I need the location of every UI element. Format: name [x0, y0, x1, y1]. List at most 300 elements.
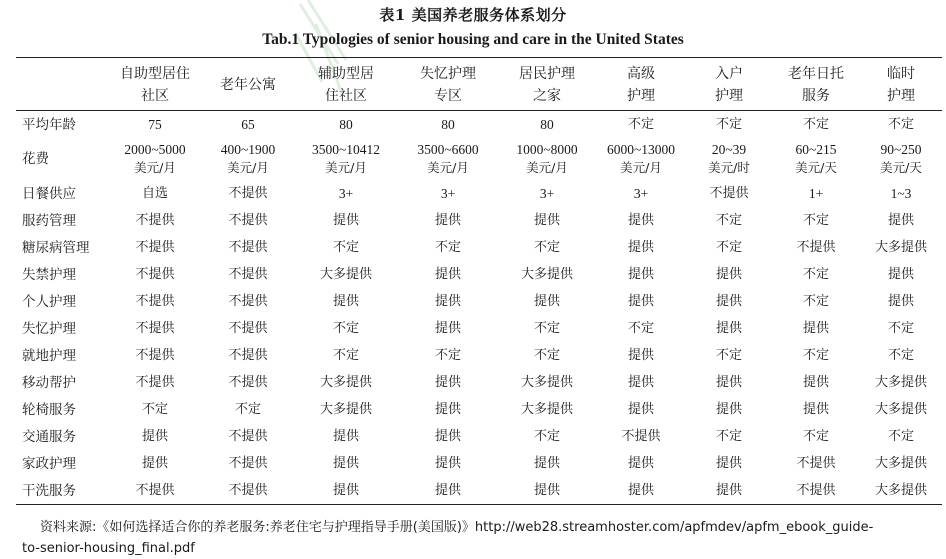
row-label: 日餐供应	[22, 185, 76, 202]
table-cell	[398, 342, 498, 369]
cell-line: 提供	[627, 455, 654, 471]
table-cell	[202, 342, 294, 369]
table-cell	[686, 288, 772, 315]
cell-line: 提供	[434, 374, 461, 390]
cell-line: 不定	[533, 428, 560, 444]
cell-line: 不提供	[228, 266, 268, 282]
table-row	[16, 450, 942, 477]
cell-line: 大多提供	[319, 374, 372, 390]
column-header	[108, 58, 202, 111]
row-label: 糖尿病管理	[22, 239, 90, 256]
table-cell	[686, 342, 772, 369]
table-cell	[860, 180, 942, 207]
table-cell	[108, 396, 202, 423]
cell-line: 不定	[627, 320, 654, 336]
cell-line: 大多提供	[874, 455, 927, 471]
table-cell	[202, 111, 294, 139]
table-cell	[294, 315, 398, 342]
cell-line: 75	[148, 116, 162, 132]
table-cell	[202, 315, 294, 342]
cell-line: 提供	[434, 482, 461, 498]
cell-line: 不提供	[228, 347, 268, 363]
column-header-line: 失忆护理	[420, 66, 476, 82]
cell-line: 提供	[802, 320, 829, 336]
table-cell	[686, 234, 772, 261]
column-header	[860, 58, 942, 111]
cell-line: 提供	[141, 455, 168, 471]
cell-line: 提供	[434, 212, 461, 228]
cell-line: 提供	[332, 428, 359, 444]
table-cell	[202, 288, 294, 315]
table-cell	[860, 207, 942, 234]
table-cell	[596, 315, 686, 342]
column-header-line: 老年日托	[788, 66, 844, 82]
table-cell	[772, 477, 860, 505]
cell-line: 提供	[715, 266, 742, 282]
row-label: 服药管理	[22, 212, 76, 229]
table-cell	[294, 288, 398, 315]
cell-line: 不提供	[135, 266, 175, 282]
cell-line: 不定	[802, 428, 829, 444]
cell-line: 提供	[533, 212, 560, 228]
table-cell	[772, 315, 860, 342]
cell-line: 提供	[627, 401, 654, 417]
column-header-line: 辅助型居	[318, 66, 374, 82]
table-cell	[294, 396, 398, 423]
table-cell	[498, 138, 596, 180]
cell-line: 提供	[715, 374, 742, 390]
cell-line: 不提供	[135, 320, 175, 336]
table-cell	[772, 207, 860, 234]
table-caption-english: Tab.1 Typologies of senior housing and care in the United States	[262, 31, 684, 48]
table-cell	[294, 138, 398, 180]
table-row	[16, 180, 942, 207]
cell-line: 提供	[332, 293, 359, 309]
cell-line: 不提供	[135, 482, 175, 498]
cell-line: 1+	[808, 185, 824, 201]
cell-line: 3500~10412	[311, 142, 381, 157]
table-cell	[772, 369, 860, 396]
cell-line: 提供	[434, 428, 461, 444]
cell-line: 提供	[715, 293, 742, 309]
table-cell	[398, 477, 498, 505]
table-cell	[860, 369, 942, 396]
cell-line: 不定	[332, 239, 359, 255]
table-cell	[294, 111, 398, 139]
cell-line: 提供	[533, 293, 560, 309]
table-row	[16, 477, 942, 505]
cell-line: 提供	[627, 212, 654, 228]
cell-line: 不定	[802, 293, 829, 309]
cell-line: 大多提供	[319, 266, 372, 282]
table-cell	[596, 138, 686, 180]
cell-line: 提供	[434, 401, 461, 417]
table-cell	[202, 396, 294, 423]
cell-line: 提供	[533, 482, 560, 498]
table-cell	[596, 450, 686, 477]
column-header-line: 高级	[627, 66, 655, 82]
cell-line: 不定	[715, 212, 742, 228]
table-cell	[108, 477, 202, 505]
table-cell	[860, 450, 942, 477]
table-cell	[398, 369, 498, 396]
table-cell	[108, 234, 202, 261]
cell-line: 不提供	[796, 455, 836, 471]
cell-line: 不定	[887, 347, 914, 363]
cell-line: 不提供	[228, 293, 268, 309]
cell-line: 20~39	[711, 142, 747, 157]
column-header	[294, 58, 398, 111]
cell-line: 不提供	[135, 374, 175, 390]
table-cell	[498, 261, 596, 288]
row-label: 移动帮护	[22, 374, 76, 391]
table-cell	[686, 423, 772, 450]
table-row	[16, 315, 942, 342]
cell-line: 提供	[715, 482, 742, 498]
table-cell	[596, 207, 686, 234]
table-cell	[596, 288, 686, 315]
cell-line: 65	[241, 116, 255, 132]
cell-line: 不定	[715, 239, 742, 255]
table-cell	[860, 138, 942, 180]
senior-care-table-container	[16, 57, 942, 505]
cell-line: 提供	[627, 239, 654, 255]
cell-line: 90~250	[880, 142, 922, 157]
table-cell	[596, 111, 686, 139]
table-cell	[596, 234, 686, 261]
cell-line: 提供	[887, 266, 914, 282]
cell-line: 不提供	[228, 374, 268, 390]
cell-line: 3500~6600	[417, 142, 479, 157]
column-header-line: 护理	[627, 88, 655, 104]
table-cell	[596, 423, 686, 450]
row-label: 失忆护理	[22, 320, 76, 337]
source-line-1: 资料来源:《如何选择适合你的养老服务:养老住宅与护理指导手册(美国版)》http://web28.streamhoster.com/apfmdev/apfm_ebook_guide-	[40, 520, 874, 535]
table-cell	[398, 315, 498, 342]
cell-line: 不定	[533, 239, 560, 255]
cell-line: 美元/月	[325, 160, 367, 175]
cell-line: 不定	[715, 347, 742, 363]
cell-line: 不定	[533, 320, 560, 336]
column-header-line: 之家	[533, 88, 561, 104]
column-header-line: 护理	[715, 88, 743, 104]
row-label: 轮椅服务	[22, 401, 76, 418]
table-cell	[202, 477, 294, 505]
cell-line: 不定	[533, 347, 560, 363]
column-header	[596, 58, 686, 111]
table-cell	[294, 423, 398, 450]
cell-line: 不提供	[135, 239, 175, 255]
cell-line: 不提供	[135, 212, 175, 228]
table-cell	[686, 396, 772, 423]
table-cell	[398, 234, 498, 261]
table-row	[16, 234, 942, 261]
cell-line: 80	[339, 116, 353, 132]
table-cell	[294, 234, 398, 261]
cell-line: 不定	[141, 401, 168, 417]
table-cell	[686, 138, 772, 180]
column-header-line: 自助型居住	[120, 66, 190, 82]
cell-line: 提供	[332, 482, 359, 498]
source-line-2: to-senior-housing_final.pdf	[22, 541, 195, 556]
cell-line: 不提供	[228, 212, 268, 228]
cell-line: 大多提供	[874, 374, 927, 390]
table-cell	[772, 342, 860, 369]
table-cell	[108, 207, 202, 234]
cell-line: 1~3	[890, 185, 912, 201]
table-cell	[686, 180, 772, 207]
column-header-line: 社区	[141, 88, 169, 104]
cell-line: 60~215	[795, 142, 837, 157]
cell-line: 6000~13000	[606, 142, 676, 157]
table-cell	[772, 111, 860, 139]
table-cell	[498, 180, 596, 207]
cell-line: 不定	[802, 347, 829, 363]
table-cell	[398, 261, 498, 288]
table-cell	[398, 288, 498, 315]
table-cell	[498, 288, 596, 315]
table-cell	[686, 207, 772, 234]
cell-line: 3+	[440, 185, 456, 201]
cell-line: 不定	[802, 266, 829, 282]
table-cell	[686, 450, 772, 477]
table-cell	[202, 207, 294, 234]
cell-line: 美元/时	[708, 160, 750, 175]
table-row	[16, 207, 942, 234]
row-label: 家政护理	[22, 455, 76, 472]
table-cell	[398, 138, 498, 180]
column-header-line: 居民护理	[519, 66, 575, 82]
cell-line: 提供	[332, 455, 359, 471]
table-cell	[398, 207, 498, 234]
table-row	[16, 288, 942, 315]
cell-line: 提供	[627, 347, 654, 363]
table-cell	[596, 369, 686, 396]
cell-line: 不提供	[228, 428, 268, 444]
cell-line: 提供	[332, 212, 359, 228]
cell-line: 大多提供	[520, 401, 573, 417]
table-cell	[498, 111, 596, 139]
table-cell	[860, 111, 942, 139]
table-cell	[294, 477, 398, 505]
cell-line: 不提供	[709, 185, 749, 201]
column-header-line: 临时	[887, 66, 915, 82]
table-row	[16, 261, 942, 288]
table-row	[16, 396, 942, 423]
table-cell	[498, 423, 596, 450]
header-row	[16, 58, 942, 111]
table-cell	[596, 396, 686, 423]
cell-line: 提供	[434, 293, 461, 309]
cell-line: 3+	[539, 185, 555, 201]
cell-line: 大多提供	[874, 482, 927, 498]
table-row	[16, 369, 942, 396]
table-cell	[108, 180, 202, 207]
cell-line: 3+	[338, 185, 354, 201]
table-cell	[498, 477, 596, 505]
table-cell	[294, 369, 398, 396]
table-cell	[108, 138, 202, 180]
column-header-line: 老年公寓	[220, 77, 276, 93]
table-cell	[398, 423, 498, 450]
row-label: 干洗服务	[22, 482, 76, 499]
cell-line: 3+	[633, 185, 649, 201]
column-header-line: 住社区	[325, 88, 367, 104]
table-cell	[202, 138, 294, 180]
row-label: 平均年龄	[22, 116, 76, 133]
column-header-line: 服务	[802, 88, 830, 104]
cell-line: 不定	[434, 347, 461, 363]
cell-line: 美元/月	[620, 160, 662, 175]
table-header	[16, 58, 942, 111]
cell-line: 不定	[887, 428, 914, 444]
cell-line: 美元/天	[795, 160, 837, 175]
cell-line: 大多提供	[520, 374, 573, 390]
table-cell	[398, 180, 498, 207]
table-row	[16, 138, 942, 180]
column-header	[686, 58, 772, 111]
row-label: 个人护理	[22, 293, 76, 310]
table-cell	[498, 369, 596, 396]
table-cell	[202, 423, 294, 450]
table-cell	[294, 261, 398, 288]
cell-line: 提供	[627, 293, 654, 309]
table-cell	[498, 396, 596, 423]
table-cell	[860, 261, 942, 288]
table-cell	[772, 180, 860, 207]
table-cell	[202, 261, 294, 288]
table-row	[16, 423, 942, 450]
cell-line: 提供	[434, 455, 461, 471]
cell-line: 不提供	[621, 428, 661, 444]
table-cell	[860, 396, 942, 423]
table-cell	[498, 342, 596, 369]
table-cell	[202, 450, 294, 477]
cell-line: 提供	[887, 293, 914, 309]
source-note	[22, 517, 942, 559]
cell-line: 提供	[533, 455, 560, 471]
cell-line: 不提供	[228, 239, 268, 255]
column-header	[772, 58, 860, 111]
cell-line: 不定	[434, 239, 461, 255]
table-cell	[596, 342, 686, 369]
cell-line: 不提供	[228, 320, 268, 336]
table-cell	[108, 111, 202, 139]
table-cell	[108, 423, 202, 450]
cell-line: 提供	[887, 212, 914, 228]
cell-line: 不定	[715, 116, 742, 132]
table-cell	[772, 261, 860, 288]
table-cell	[860, 315, 942, 342]
table-cell	[686, 369, 772, 396]
cell-line: 不提供	[228, 455, 268, 471]
cell-line: 不定	[234, 401, 261, 417]
table-row	[16, 111, 942, 139]
cell-line: 大多提供	[520, 266, 573, 282]
cell-line: 不定	[802, 116, 829, 132]
cell-line: 不提供	[228, 185, 268, 201]
column-header-line: 入户	[715, 66, 743, 82]
table-cell	[398, 396, 498, 423]
table-cell	[686, 261, 772, 288]
cell-line: 400~1900	[220, 142, 276, 157]
cell-line: 80	[441, 116, 455, 132]
cell-line: 提供	[802, 401, 829, 417]
cell-line: 不定	[887, 320, 914, 336]
cell-line: 不提供	[796, 482, 836, 498]
cell-line: 大多提供	[319, 401, 372, 417]
table-cell	[772, 288, 860, 315]
cell-line: 提供	[434, 266, 461, 282]
table-cell	[108, 369, 202, 396]
row-label: 交通服务	[22, 428, 76, 445]
cell-line: 大多提供	[874, 401, 927, 417]
table-cell	[202, 180, 294, 207]
table-cell	[498, 450, 596, 477]
table-cell	[860, 423, 942, 450]
table-cell	[294, 180, 398, 207]
cell-line: 2000~5000	[124, 142, 186, 157]
table-cell	[498, 234, 596, 261]
cell-line: 提供	[802, 374, 829, 390]
table-cell	[772, 396, 860, 423]
table-cell	[860, 234, 942, 261]
cell-line: 不定	[802, 212, 829, 228]
cell-line: 不提供	[796, 239, 836, 255]
cell-line: 不定	[332, 347, 359, 363]
column-header-line: 专区	[434, 88, 462, 104]
cell-line: 不定	[332, 320, 359, 336]
table-cell	[202, 369, 294, 396]
cell-line: 1000~8000	[516, 142, 578, 157]
table-cell	[772, 138, 860, 180]
table-cell	[294, 450, 398, 477]
cell-line: 美元/月	[427, 160, 469, 175]
senior-care-typology-table	[16, 57, 942, 505]
table-cell	[108, 342, 202, 369]
row-label: 失禁护理	[22, 266, 76, 283]
table-cell	[596, 477, 686, 505]
cell-line: 美元/月	[134, 160, 176, 175]
cell-line: 提供	[627, 482, 654, 498]
table-cell	[108, 315, 202, 342]
column-header	[202, 58, 294, 111]
cell-line: 不定	[887, 116, 914, 132]
cell-line: 不提供	[228, 482, 268, 498]
table-cell	[686, 111, 772, 139]
cell-line: 美元/天	[880, 160, 922, 175]
cell-line: 美元/月	[526, 160, 568, 175]
table-cell	[772, 423, 860, 450]
table-cell	[294, 207, 398, 234]
table-cell	[498, 207, 596, 234]
row-label: 就地护理	[22, 347, 76, 364]
cell-line: 不定	[627, 116, 654, 132]
column-header	[398, 58, 498, 111]
cell-line: 美元/月	[227, 160, 269, 175]
cell-line: 不定	[715, 428, 742, 444]
table-cell	[772, 234, 860, 261]
table-cell	[860, 342, 942, 369]
column-header-line: 护理	[887, 88, 915, 104]
header-stub	[16, 58, 108, 111]
cell-line: 80	[540, 116, 554, 132]
cell-line: 提供	[627, 266, 654, 282]
table-cell	[202, 234, 294, 261]
table-cell	[596, 180, 686, 207]
table-cell	[686, 315, 772, 342]
cell-line: 不提供	[135, 293, 175, 309]
